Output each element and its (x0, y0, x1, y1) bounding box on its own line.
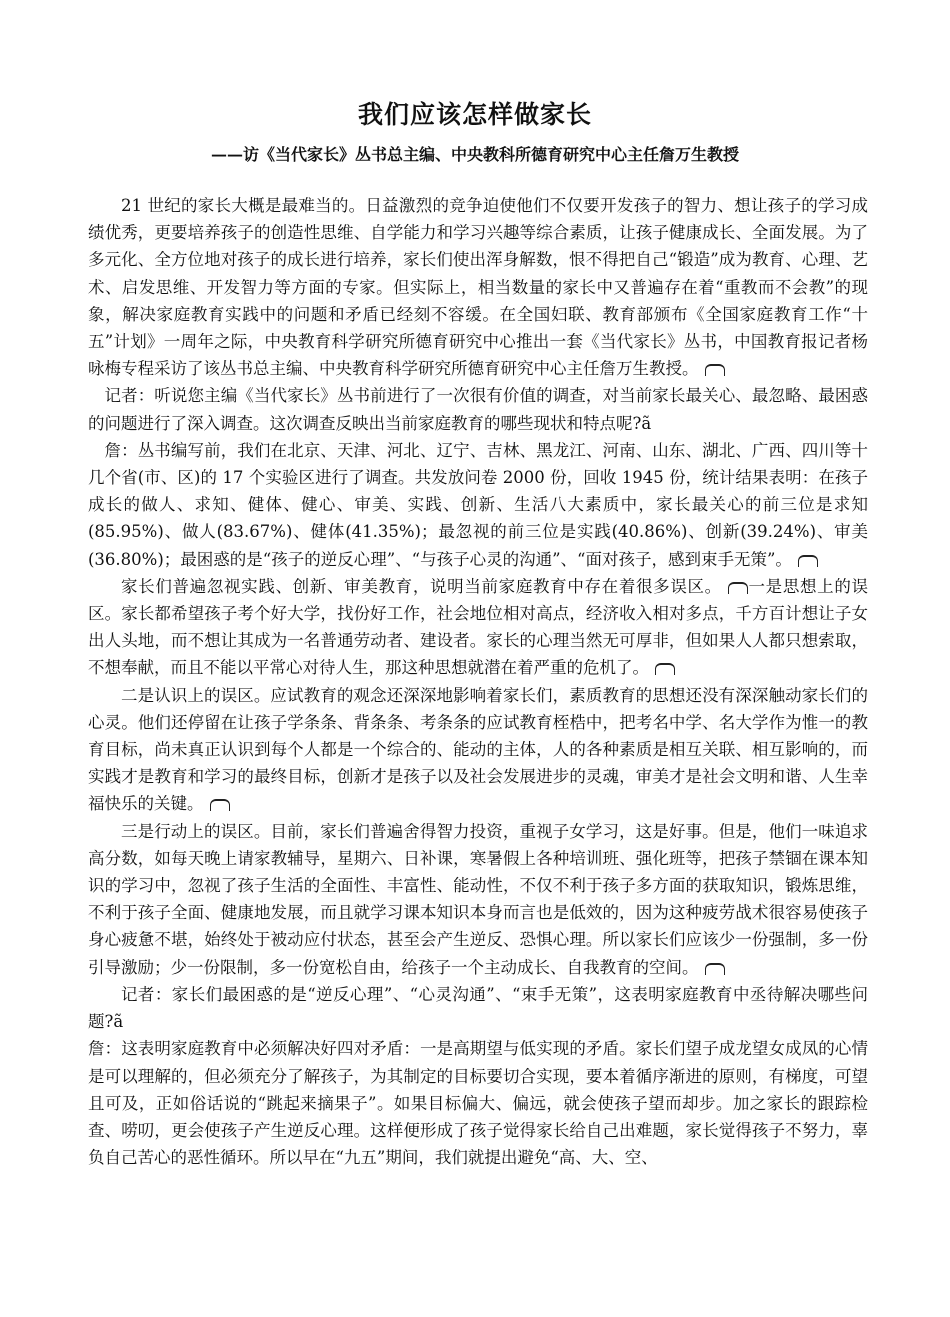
paragraph-misconceptions: 家长们普遍忽视实践、创新、审美教育，说明当前家庭教育中存在着很多误区。 一是思想上的误区。家长都希望孩子考个好大学，找份好工作，社会地位相对高点，经济收入相对多点，千方百计想让子女出人头地，而不想让其成为一名普通劳动者、建设者。家长的心理当然无可厚非，但如果人人都只想索取，不想奉献，而且不能以平常心对待人生，那这种思想就潜在着严重的危机了。 (88, 576, 869, 678)
paragraph-mark-icon (728, 582, 748, 594)
document-subtitle: ——访《当代家长》丛书总主编、中央教科所德育研究中心主任詹万生教授 (210, 145, 739, 164)
paragraph-answer-1: 詹：丛书编写前，我们在北京、天津、河北、辽宁、吉林、黑龙江、河南、山东、湖北、广西、四川等十几个省(市、区)的 17 个实验区进行了调查。共发放问卷 2000 份，回收 1945 份，统计结果表明：在孩子成长的做人、求知、健体、健心、审美、实践、创新、生活八大素质中，家长最关心的前三位是求知(85.95%)、做人(83.67%)、健体(41.35%)；最忽视的前三位是实践(40.86%)、创新(39.24%)、审美(36.80%)；最困惑的是“孩子的逆反心理”、“与孩子心灵的沟通”、“面对孩子，感到束手无策”。 (88, 440, 868, 569)
paragraph-question-2: 记者：家长们最困惑的是“逆反心理”、“心灵沟通”、“束手无策”，这表明家庭教育中丞待解决哪些问题?ã (88, 984, 868, 1032)
paragraph-mark-icon (655, 663, 675, 675)
paragraph-answer-2: 詹：这表明家庭教育中必须解决好四对矛盾：一是高期望与低实现的矛盾。家长们望子成龙望女成凤的心情是可以理解的，但必须充分了解孩子，为其制定的目标要切合实现，要本着循序渐进的原则，有梯度，可望且可及，正如俗话说的“跳起来摘果子”。如果目标偏大、偏远，就会使孩子望而却步。加之家长的跟踪检查、唠叨，更会使孩子产生逆反心理。这样便形成了孩子觉得家长给自己出难题，家长觉得孩子不努力，辜负自己苦心的恶性循环。所以早在“九五”期间，我们就提出避免“高、大、空、 (88, 1039, 868, 1168)
paragraph-mark-icon (210, 799, 230, 811)
document-title: 我们应该怎样做家长 (357, 100, 592, 129)
paragraph-misconception-3: 三是行动上的误区。目前，家长们普遍舍得智力投资，重视子女学习，这是好事。但是，他们一味追求高分数，如每天晚上请家教辅导，星期六、日补课，寒暑假上各种培训班、强化班等，把孩子禁锢在课本知识的学习中，忽视了孩子生活的全面性、丰富性、能动性，不仅不利于孩子多方面的获取知识，锻炼思维，不利于孩子全面、健康地发展，而且就学习课本知识本身而言也是低效的，因为这种疲劳战术很容易使孩子身心疲惫不堪，始终处于被动应付状态，甚至会产生逆反、恐惧心理。所以家长们应该少一份强制，多一份引导激励；少一份限制，多一份宽松自由，给孩子一个主动成长、自我教育的空间。 (88, 821, 868, 977)
paragraph-mark-icon (798, 555, 818, 567)
paragraph-mark-icon (705, 963, 725, 975)
paragraph-mark-icon (705, 364, 725, 376)
paragraph-question-1: 记者：听说您主编《当代家长》丛书前进行了一次很有价值的调查，对当前家长最关心、最忽略、最困惑的问题进行了深入调查。这次调查反映出当前家庭教育的哪些现状和特点呢?ã (88, 386, 868, 433)
paragraph-intro: 21 世纪的家长大概是最难当的。日益激烈的竞争迫使他们不仅要开发孩子的智力、想让孩子的学习成绩优秀，更要培养孩子的创造性思维、自学能力和学习兴趣等综合素质，让孩子健康成长、全面发展。为了多元化、全方位地对孩子的成长进行培养，家长们使出浑身解数，恨不得把自己“锻造”成为教育、心理、艺术、启发思维、开发智力等方面的专家。但实际上，相当数量的家长中又普遍存在着“重教而不会教”的现象，解决家庭教育实践中的问题和矛盾已经刻不容缓。在全国妇联、教育部颁布《全国家庭教育工作“十五”计划》一周年之际，中央教育科学研究所德育研究中心推出一套《当代家长》丛书，中国教育报记者杨咏梅专程采访了该丛书总主编、中央教育科学研究所德育研究中心主任詹万生教授。 (88, 196, 868, 379)
article-body (88, 192, 868, 1171)
paragraph-misconception-2: 二是认识上的误区。应试教育的观念还深深地影响着家长们，素质教育的思想还没有深深触动家长们的心灵。他们还停留在让孩子学条条、背条条、考条条的应试教育桎梏中，把考名中学、名大学作为惟一的教育目标，尚未真正认识到每个人都是一个综合的、能动的主体，人的各种素质是相互关联、相互影响的，而实践才是教育和学习的最终目标，创新才是孩子以及社会发展进步的灵魂，审美才是社会文明和谐、人生幸福快乐的关键。 (88, 685, 868, 814)
